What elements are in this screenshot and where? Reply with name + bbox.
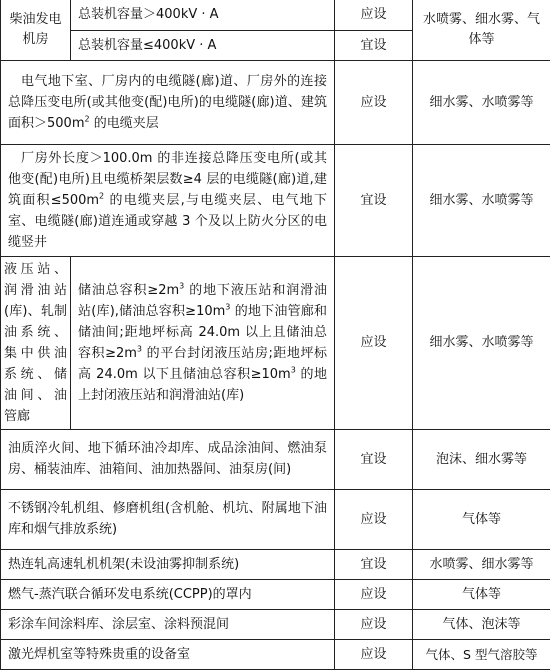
table-row — [1, 256, 550, 429]
description-text: 总装机容量≤400kV · A — [78, 38, 216, 53]
requirement-text: 应设 — [360, 587, 386, 602]
description-text: 厂房外长度＞100.0m 的非连接总降压变电所(或其他变(配)电所)且电缆桥架层数≥4 层的电缆隧(廊)道,建筑面积≤500m — [8, 151, 327, 208]
description-text: 热连轧高速轧机机架(未设油雾抑制系统) — [8, 557, 239, 572]
description-text: 电气地下室、厂房内的电缆隧(廊)道、厂房外的连接总降压变电所(或其他变(配)电所)的电缆隧(廊)道、建筑面积＞500m — [8, 74, 327, 131]
description-cell — [1, 429, 335, 489]
requirement-cell — [335, 256, 413, 429]
requirement-cell — [335, 429, 413, 489]
table-row — [1, 0, 550, 30]
system-cell — [413, 609, 550, 639]
requirement-text: 宜设 — [360, 193, 386, 208]
requirement-text: 宜设 — [360, 38, 386, 53]
description-cell — [1, 144, 335, 256]
description-text: 的地下油管廊和储油间;距地坪标高 24.0m 以上且储油总容积≥2m — [78, 304, 327, 361]
description-text: 的地上封闭液压站和润滑油站(库) — [78, 367, 327, 403]
system-text: 细水雾、水喷雾等 — [429, 95, 533, 110]
system-text: 气体等 — [462, 587, 501, 602]
superscript: 3 — [179, 281, 184, 290]
requirement-text: 应设 — [360, 335, 386, 350]
description-cell — [71, 30, 335, 60]
system-text: 泡沫、细水雾等 — [436, 452, 527, 467]
superscript: 3 — [291, 365, 296, 374]
system-cell — [413, 256, 550, 429]
system-text: 水喷雾、细水雾、气体等 — [423, 12, 540, 47]
requirement-text: 应设 — [360, 512, 386, 527]
requirement-text: 宜设 — [360, 452, 386, 467]
description-cell — [1, 60, 335, 144]
requirement-text: 应设 — [360, 617, 386, 632]
system-text: 气体、泡沫等 — [442, 617, 520, 632]
description-text: 油质淬火间、地下循环油冷却库、成品涂油间、燃油泵房、桶装油库、油箱间、油加热器间、油泵房(间) — [8, 441, 327, 477]
requirement-text: 应设 — [360, 95, 386, 110]
system-text: 气体、S 型气溶胶等 — [426, 647, 538, 662]
table-row — [1, 429, 550, 489]
system-cell — [413, 549, 550, 579]
requirement-cell — [335, 60, 413, 144]
superscript: 2 — [84, 114, 89, 123]
description-cell — [1, 579, 335, 609]
system-text: 水喷雾、细水雾等 — [429, 557, 533, 572]
requirement-text: 宜设 — [360, 557, 386, 572]
system-cell — [413, 429, 550, 489]
superscript: 3 — [225, 302, 230, 311]
system-cell — [413, 0, 550, 60]
description-text: 激光焊机室等特殊贵重的设备室 — [8, 647, 190, 662]
description-text: 的地下液压站和润滑油站(库),储油总容积≥10m — [78, 283, 327, 319]
system-cell — [413, 579, 550, 609]
requirement-cell — [335, 549, 413, 579]
description-text: 总装机容量＞400kV · A — [78, 7, 219, 22]
description-text: 的平台封闭液压站房;距地坪标高 24.0m 以下且储油总容积≥10m — [78, 346, 327, 382]
table-row — [1, 639, 550, 669]
group-cell-hydraulic-station — [1, 256, 71, 429]
requirement-text: 应设 — [360, 7, 386, 22]
description-cell — [1, 489, 335, 549]
requirement-text: 应设 — [360, 647, 386, 662]
group-label: 柴油发电机房 — [9, 12, 61, 47]
requirement-cell — [335, 579, 413, 609]
system-text: 细水雾、水喷雾等 — [429, 193, 533, 208]
table-row — [1, 609, 550, 639]
description-cell — [1, 549, 335, 579]
system-cell — [413, 639, 550, 669]
superscript: 3 — [137, 344, 142, 353]
table-row — [1, 489, 550, 549]
group-label: 液压站、润滑油站(库)、轧制油系统、集中供油系统、储油间、油管廊 — [4, 262, 67, 424]
system-text: 气体等 — [462, 512, 501, 527]
description-cell — [1, 639, 335, 669]
requirement-cell — [335, 639, 413, 669]
system-cell — [413, 60, 550, 144]
description-text: 储油总容积≥2m — [78, 283, 179, 298]
system-cell — [413, 144, 550, 256]
description-cell — [71, 256, 335, 429]
requirement-cell — [335, 144, 413, 256]
system-cell — [413, 489, 550, 549]
requirement-cell — [335, 30, 413, 60]
superscript: 2 — [99, 191, 104, 200]
table-row — [1, 549, 550, 579]
table-row — [1, 144, 550, 256]
table-row — [1, 60, 550, 144]
description-text: 不锈钢冷轧机组、修磨机组(含机舱、机坑、附属地下油库和烟气排放系统) — [8, 501, 327, 537]
description-text: 燃气-蒸汽联合循环发电系统(CCPP)的罩内 — [8, 587, 252, 602]
description-text: 彩涂车间涂料库、涂层室、涂料预混间 — [8, 617, 229, 632]
requirement-cell — [335, 609, 413, 639]
description-text: 的电缆夹层 — [90, 116, 159, 131]
description-cell — [71, 0, 335, 30]
requirement-cell — [335, 489, 413, 549]
system-text: 细水雾、水喷雾等 — [429, 335, 533, 350]
table-row — [1, 579, 550, 609]
requirement-cell — [335, 0, 413, 30]
group-cell-diesel-generator-room — [1, 0, 71, 60]
description-cell — [1, 609, 335, 639]
description-text: 的电缆夹层,与电缆夹层、电气地下室、电缆隧(廊)道连通或穿越 3 个及以上防火分区的电缆竖井 — [8, 193, 327, 250]
